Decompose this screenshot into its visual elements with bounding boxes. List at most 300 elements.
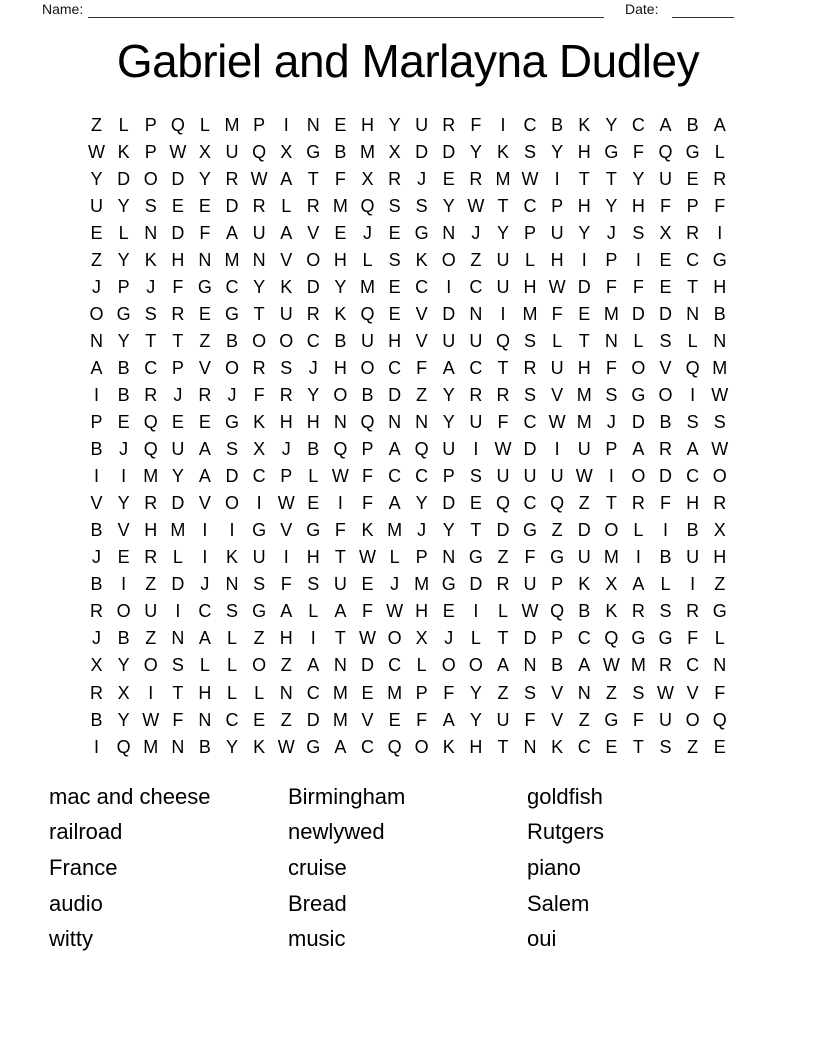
grid-letter: L bbox=[389, 547, 400, 568]
grid-letter: R bbox=[659, 655, 673, 676]
grid-letter: W bbox=[494, 439, 512, 460]
grid-letter: O bbox=[89, 303, 104, 324]
grid-letter: Y bbox=[605, 195, 618, 216]
grid-letter: G bbox=[306, 141, 321, 162]
grid-letter: U bbox=[469, 330, 483, 351]
grid-letter: O bbox=[143, 655, 158, 676]
grid-letter: L bbox=[362, 249, 373, 270]
grid-letter: F bbox=[443, 682, 455, 703]
grid-letter: F bbox=[714, 682, 726, 703]
grid-letter: A bbox=[280, 168, 293, 189]
grid-letter: O bbox=[279, 330, 294, 351]
grid-letter: I bbox=[690, 384, 696, 405]
grid-letter: W bbox=[711, 384, 729, 405]
grid-letter: Z bbox=[470, 249, 482, 270]
grid-letter: L bbox=[714, 141, 725, 162]
grid-letter: D bbox=[523, 439, 537, 460]
grid-letter: U bbox=[279, 303, 293, 324]
grid-letter: E bbox=[198, 195, 211, 216]
grid-letter: W bbox=[386, 601, 404, 622]
grid-letter: Y bbox=[117, 709, 130, 730]
grid-letter: F bbox=[497, 412, 509, 433]
grid-letter: F bbox=[172, 276, 184, 297]
grid-letter: Q bbox=[360, 412, 375, 433]
grid-letter: H bbox=[713, 547, 727, 568]
grid-letter: Y bbox=[442, 520, 455, 541]
grid-letter: J bbox=[281, 439, 291, 460]
word-list-item: railroad bbox=[49, 819, 123, 845]
grid-letter: G bbox=[604, 141, 619, 162]
grid-letter: P bbox=[524, 222, 537, 243]
grid-letter: I bbox=[256, 493, 262, 514]
grid-letter: I bbox=[202, 547, 208, 568]
grid-letter: M bbox=[603, 303, 619, 324]
grid-letter: I bbox=[283, 547, 289, 568]
word-list-item: audio bbox=[49, 890, 103, 916]
grid-letter: L bbox=[118, 114, 129, 135]
grid-letter: G bbox=[414, 222, 429, 243]
grid-letter: R bbox=[144, 547, 158, 568]
grid-letter: X bbox=[90, 655, 103, 676]
grid-letter: C bbox=[686, 249, 700, 270]
grid-letter: O bbox=[658, 384, 673, 405]
grid-letter: M bbox=[170, 520, 186, 541]
grid-letter: P bbox=[415, 547, 428, 568]
grid-letter: I bbox=[500, 114, 506, 135]
grid-letter: J bbox=[444, 628, 454, 649]
grid-letter: C bbox=[225, 709, 239, 730]
grid-letter: L bbox=[227, 682, 238, 703]
grid-letter: Q bbox=[495, 330, 510, 351]
grid-letter: R bbox=[306, 303, 320, 324]
word-list-item: music bbox=[288, 926, 346, 952]
grid-letter: E bbox=[117, 412, 130, 433]
grid-letter: A bbox=[686, 439, 699, 460]
grid-letter: G bbox=[468, 547, 483, 568]
grid-letter: R bbox=[469, 384, 483, 405]
grid-letter: G bbox=[225, 412, 240, 433]
grid-letter: E bbox=[307, 493, 320, 514]
grid-letter: Q bbox=[333, 439, 348, 460]
grid-letter: M bbox=[630, 655, 646, 676]
grid-letter: Y bbox=[496, 222, 509, 243]
grid-letter: U bbox=[90, 195, 104, 216]
grid-letter: G bbox=[658, 628, 673, 649]
grid-letter: W bbox=[548, 412, 566, 433]
grid-letter: K bbox=[144, 249, 157, 270]
grid-letter: M bbox=[576, 384, 592, 405]
grid-letter: Q bbox=[360, 195, 375, 216]
grid-letter: T bbox=[497, 357, 509, 378]
grid-letter: O bbox=[414, 736, 429, 757]
grid-letter: O bbox=[252, 655, 267, 676]
grid-letter: A bbox=[388, 439, 401, 460]
grid-letter: A bbox=[307, 655, 320, 676]
grid-letter: G bbox=[523, 520, 538, 541]
grid-letter: A bbox=[280, 601, 293, 622]
grid-letter: D bbox=[442, 303, 456, 324]
grid-letter: E bbox=[388, 222, 401, 243]
grid-letter: P bbox=[551, 574, 564, 595]
grid-letter: O bbox=[225, 357, 240, 378]
grid-letter: D bbox=[171, 168, 185, 189]
grid-letter: V bbox=[551, 682, 564, 703]
grid-letter: X bbox=[280, 141, 293, 162]
grid-letter: I bbox=[94, 736, 100, 757]
grid-letter: B bbox=[117, 357, 130, 378]
grid-letter: T bbox=[253, 303, 265, 324]
grid-letter: B bbox=[361, 384, 374, 405]
grid-letter: U bbox=[442, 439, 456, 460]
grid-letter: N bbox=[252, 249, 266, 270]
grid-letter: U bbox=[523, 466, 537, 487]
grid-letter: S bbox=[659, 330, 672, 351]
grid-letter: S bbox=[686, 412, 699, 433]
grid-letter: Y bbox=[469, 141, 482, 162]
grid-letter: G bbox=[197, 276, 212, 297]
grid-letter: K bbox=[496, 141, 509, 162]
grid-letter: Y bbox=[442, 195, 455, 216]
grid-letter: N bbox=[144, 222, 158, 243]
grid-letter: O bbox=[712, 466, 727, 487]
grid-letter: I bbox=[202, 520, 208, 541]
grid-letter: U bbox=[550, 222, 564, 243]
grid-letter: V bbox=[551, 384, 564, 405]
grid-letter: X bbox=[117, 682, 130, 703]
grid-letter: Z bbox=[145, 628, 157, 649]
grid-letter: C bbox=[686, 655, 700, 676]
grid-letter: H bbox=[469, 736, 483, 757]
grid-letter: E bbox=[442, 168, 455, 189]
grid-letter: A bbox=[226, 222, 239, 243]
grid-letter: F bbox=[605, 276, 617, 297]
grid-letter: F bbox=[470, 114, 482, 135]
grid-letter: W bbox=[331, 466, 349, 487]
grid-letter: R bbox=[144, 384, 158, 405]
grid-letter: S bbox=[524, 682, 537, 703]
grid-letter: C bbox=[198, 601, 212, 622]
grid-letter: L bbox=[199, 114, 210, 135]
grid-letter: S bbox=[226, 601, 239, 622]
grid-letter: H bbox=[577, 141, 591, 162]
grid-letter: G bbox=[441, 574, 456, 595]
grid-letter: I bbox=[663, 520, 669, 541]
grid-letter: I bbox=[717, 222, 723, 243]
grid-letter: V bbox=[659, 357, 672, 378]
grid-letter: N bbox=[604, 330, 618, 351]
grid-letter: I bbox=[446, 276, 452, 297]
grid-letter: D bbox=[360, 655, 374, 676]
word-list-item: goldfish bbox=[527, 783, 603, 809]
grid-letter: I bbox=[121, 466, 127, 487]
grid-letter: C bbox=[631, 114, 645, 135]
grid-letter: U bbox=[496, 466, 510, 487]
grid-letter: A bbox=[713, 114, 726, 135]
grid-letter: D bbox=[523, 628, 537, 649]
grid-letter: W bbox=[548, 276, 566, 297]
grid-letter: Q bbox=[685, 357, 700, 378]
grid-letter: Y bbox=[117, 330, 130, 351]
grid-letter: E bbox=[388, 303, 401, 324]
grid-letter: Q bbox=[252, 141, 267, 162]
grid-letter: F bbox=[334, 168, 346, 189]
grid-letter: I bbox=[283, 114, 289, 135]
grid-letter: T bbox=[497, 736, 509, 757]
grid-letter: M bbox=[224, 114, 240, 135]
grid-letter: I bbox=[473, 601, 479, 622]
grid-letter: D bbox=[117, 168, 131, 189]
grid-letter: A bbox=[632, 439, 645, 460]
grid-letter: F bbox=[416, 357, 428, 378]
grid-letter: V bbox=[307, 222, 320, 243]
grid-letter: G bbox=[631, 384, 646, 405]
grid-letter: S bbox=[659, 601, 672, 622]
grid-letter: F bbox=[361, 601, 373, 622]
grid-letter: E bbox=[388, 276, 401, 297]
grid-letter: V bbox=[117, 520, 130, 541]
grid-letter: N bbox=[279, 682, 293, 703]
grid-letter: S bbox=[144, 303, 157, 324]
grid-letter: J bbox=[362, 222, 372, 243]
grid-letter: U bbox=[252, 222, 266, 243]
grid-letter: M bbox=[603, 547, 619, 568]
grid-letter: D bbox=[388, 384, 402, 405]
word-list-item: mac and cheese bbox=[49, 783, 211, 809]
grid-letter: N bbox=[442, 222, 456, 243]
grid-letter: R bbox=[306, 195, 320, 216]
grid-letter: R bbox=[225, 168, 239, 189]
grid-letter: H bbox=[577, 357, 591, 378]
grid-letter: Y bbox=[334, 276, 347, 297]
grid-letter: H bbox=[388, 330, 402, 351]
grid-letter: V bbox=[280, 520, 293, 541]
grid-letter: A bbox=[198, 466, 211, 487]
grid-letter: P bbox=[551, 628, 564, 649]
grid-letter: F bbox=[280, 574, 292, 595]
grid-letter: I bbox=[148, 682, 154, 703]
grid-letter: U bbox=[360, 330, 374, 351]
grid-letter: D bbox=[631, 303, 645, 324]
grid-letter: M bbox=[332, 195, 348, 216]
grid-letter: O bbox=[631, 357, 646, 378]
grid-letter: U bbox=[496, 249, 510, 270]
grid-letter: B bbox=[334, 330, 347, 351]
grid-letter: J bbox=[417, 168, 427, 189]
grid-letter: U bbox=[415, 114, 429, 135]
grid-letter: Y bbox=[632, 168, 645, 189]
grid-letter: E bbox=[198, 412, 211, 433]
grid-letter: Y bbox=[226, 736, 239, 757]
grid-letter: N bbox=[415, 412, 429, 433]
grid-letter: U bbox=[496, 276, 510, 297]
grid-letter: B bbox=[713, 303, 726, 324]
grid-letter: N bbox=[686, 303, 700, 324]
grid-letter: R bbox=[90, 601, 104, 622]
grid-letter: W bbox=[575, 466, 593, 487]
grid-letter: V bbox=[551, 709, 564, 730]
grid-letter: M bbox=[712, 357, 728, 378]
grid-letter: E bbox=[361, 682, 374, 703]
grid-letter: U bbox=[686, 547, 700, 568]
grid-letter: I bbox=[175, 601, 181, 622]
grid-letter: E bbox=[334, 222, 347, 243]
grid-letter: O bbox=[360, 357, 375, 378]
grid-letter: E bbox=[334, 114, 347, 135]
grid-letter: V bbox=[90, 493, 103, 514]
grid-letter: D bbox=[225, 195, 239, 216]
grid-letter: Q bbox=[170, 114, 185, 135]
grid-letter: L bbox=[633, 520, 644, 541]
grid-letter: S bbox=[253, 574, 266, 595]
grid-letter: K bbox=[361, 520, 374, 541]
grid-letter: D bbox=[577, 276, 591, 297]
grid-letter: B bbox=[659, 547, 672, 568]
grid-letter: F bbox=[361, 493, 373, 514]
grid-letter: F bbox=[334, 520, 346, 541]
grid-letter: L bbox=[497, 601, 508, 622]
grid-letter: G bbox=[306, 736, 321, 757]
grid-letter: X bbox=[253, 439, 266, 460]
grid-letter: R bbox=[713, 493, 727, 514]
grid-letter: L bbox=[281, 195, 292, 216]
grid-letter: P bbox=[551, 195, 564, 216]
grid-letter: U bbox=[550, 357, 564, 378]
grid-letter: J bbox=[227, 384, 237, 405]
grid-letter: R bbox=[198, 384, 212, 405]
grid-letter: C bbox=[577, 736, 591, 757]
grid-letter: D bbox=[469, 574, 483, 595]
grid-letter: I bbox=[690, 574, 696, 595]
grid-letter: Y bbox=[198, 168, 211, 189]
grid-letter: C bbox=[523, 493, 537, 514]
grid-letter: K bbox=[253, 412, 266, 433]
grid-letter: B bbox=[686, 520, 699, 541]
grid-letter: Q bbox=[712, 709, 727, 730]
grid-letter: T bbox=[497, 195, 509, 216]
grid-letter: Y bbox=[171, 466, 184, 487]
grid-letter: D bbox=[306, 709, 320, 730]
grid-letter: I bbox=[635, 547, 641, 568]
grid-letter: E bbox=[253, 709, 266, 730]
grid-letter: D bbox=[577, 520, 591, 541]
grid-letter: J bbox=[173, 384, 183, 405]
grid-letter: C bbox=[523, 114, 537, 135]
grid-letter: O bbox=[306, 249, 321, 270]
grid-letter: D bbox=[415, 141, 429, 162]
grid-letter: O bbox=[604, 520, 619, 541]
grid-letter: G bbox=[631, 628, 646, 649]
grid-letter: Y bbox=[469, 682, 482, 703]
grid-letter: R bbox=[469, 168, 483, 189]
grid-letter: V bbox=[686, 682, 699, 703]
grid-letter: B bbox=[117, 384, 130, 405]
grid-letter: F bbox=[660, 493, 672, 514]
grid-letter: B bbox=[226, 330, 239, 351]
grid-letter: H bbox=[360, 114, 374, 135]
grid-letter: O bbox=[225, 493, 240, 514]
grid-letter: F bbox=[632, 709, 644, 730]
grid-letter: R bbox=[171, 303, 185, 324]
grid-letter: K bbox=[253, 736, 266, 757]
grid-letter: G bbox=[306, 520, 321, 541]
grid-letter: M bbox=[414, 574, 430, 595]
grid-letter: B bbox=[659, 412, 672, 433]
grid-letter: K bbox=[551, 736, 564, 757]
grid-letter: Z bbox=[551, 520, 563, 541]
word-list-item: oui bbox=[527, 926, 557, 952]
grid-letter: D bbox=[659, 303, 673, 324]
grid-letter: S bbox=[524, 141, 537, 162]
grid-letter: K bbox=[280, 276, 293, 297]
grid-letter: Y bbox=[605, 114, 618, 135]
grid-letter: S bbox=[632, 222, 645, 243]
grid-letter: F bbox=[660, 195, 672, 216]
grid-letter: O bbox=[631, 466, 646, 487]
grid-letter: P bbox=[144, 114, 157, 135]
grid-letter: E bbox=[90, 222, 103, 243]
grid-letter: C bbox=[523, 195, 537, 216]
grid-letter: V bbox=[198, 493, 211, 514]
grid-letter: W bbox=[250, 168, 268, 189]
grid-letter: P bbox=[144, 141, 157, 162]
grid-letter: Z bbox=[687, 736, 699, 757]
grid-letter: I bbox=[554, 439, 560, 460]
grid-letter: W bbox=[277, 493, 295, 514]
grid-letter: P bbox=[605, 249, 618, 270]
grid-letter: X bbox=[713, 520, 726, 541]
grid-letter: F bbox=[172, 709, 184, 730]
grid-letter: R bbox=[252, 195, 266, 216]
grid-letter: L bbox=[227, 655, 238, 676]
grid-letter: B bbox=[334, 141, 347, 162]
grid-letter: T bbox=[578, 330, 590, 351]
grid-letter: D bbox=[225, 466, 239, 487]
grid-letter: M bbox=[522, 303, 538, 324]
grid-letter: E bbox=[713, 736, 726, 757]
grid-letter: Z bbox=[145, 574, 157, 595]
grid-letter: T bbox=[605, 168, 617, 189]
grid-letter: D bbox=[442, 493, 456, 514]
grid-letter: Z bbox=[714, 574, 726, 595]
grid-letter: I bbox=[473, 439, 479, 460]
grid-letter: N bbox=[523, 736, 537, 757]
grid-letter: H bbox=[415, 601, 429, 622]
grid-letter: A bbox=[280, 222, 293, 243]
grid-letter: F bbox=[687, 628, 699, 649]
grid-letter: Z bbox=[416, 384, 428, 405]
word-search-grid bbox=[83, 111, 733, 760]
grid-letter: T bbox=[497, 628, 509, 649]
grid-letter: C bbox=[415, 466, 429, 487]
grid-letter: E bbox=[442, 601, 455, 622]
grid-letter: U bbox=[225, 141, 239, 162]
grid-letter: U bbox=[144, 601, 158, 622]
grid-letter: Q bbox=[387, 736, 402, 757]
grid-letter: M bbox=[576, 412, 592, 433]
grid-letter: A bbox=[334, 601, 347, 622]
grid-letter: O bbox=[252, 330, 267, 351]
grid-letter: Q bbox=[550, 493, 565, 514]
grid-letter: X bbox=[388, 141, 401, 162]
grid-letter: W bbox=[358, 547, 376, 568]
grid-letter: P bbox=[90, 412, 103, 433]
grid-letter: U bbox=[523, 574, 537, 595]
grid-letter: C bbox=[388, 357, 402, 378]
grid-letter: C bbox=[577, 628, 591, 649]
grid-letter: W bbox=[169, 141, 187, 162]
grid-letter: X bbox=[361, 168, 374, 189]
grid-letter: J bbox=[606, 412, 616, 433]
